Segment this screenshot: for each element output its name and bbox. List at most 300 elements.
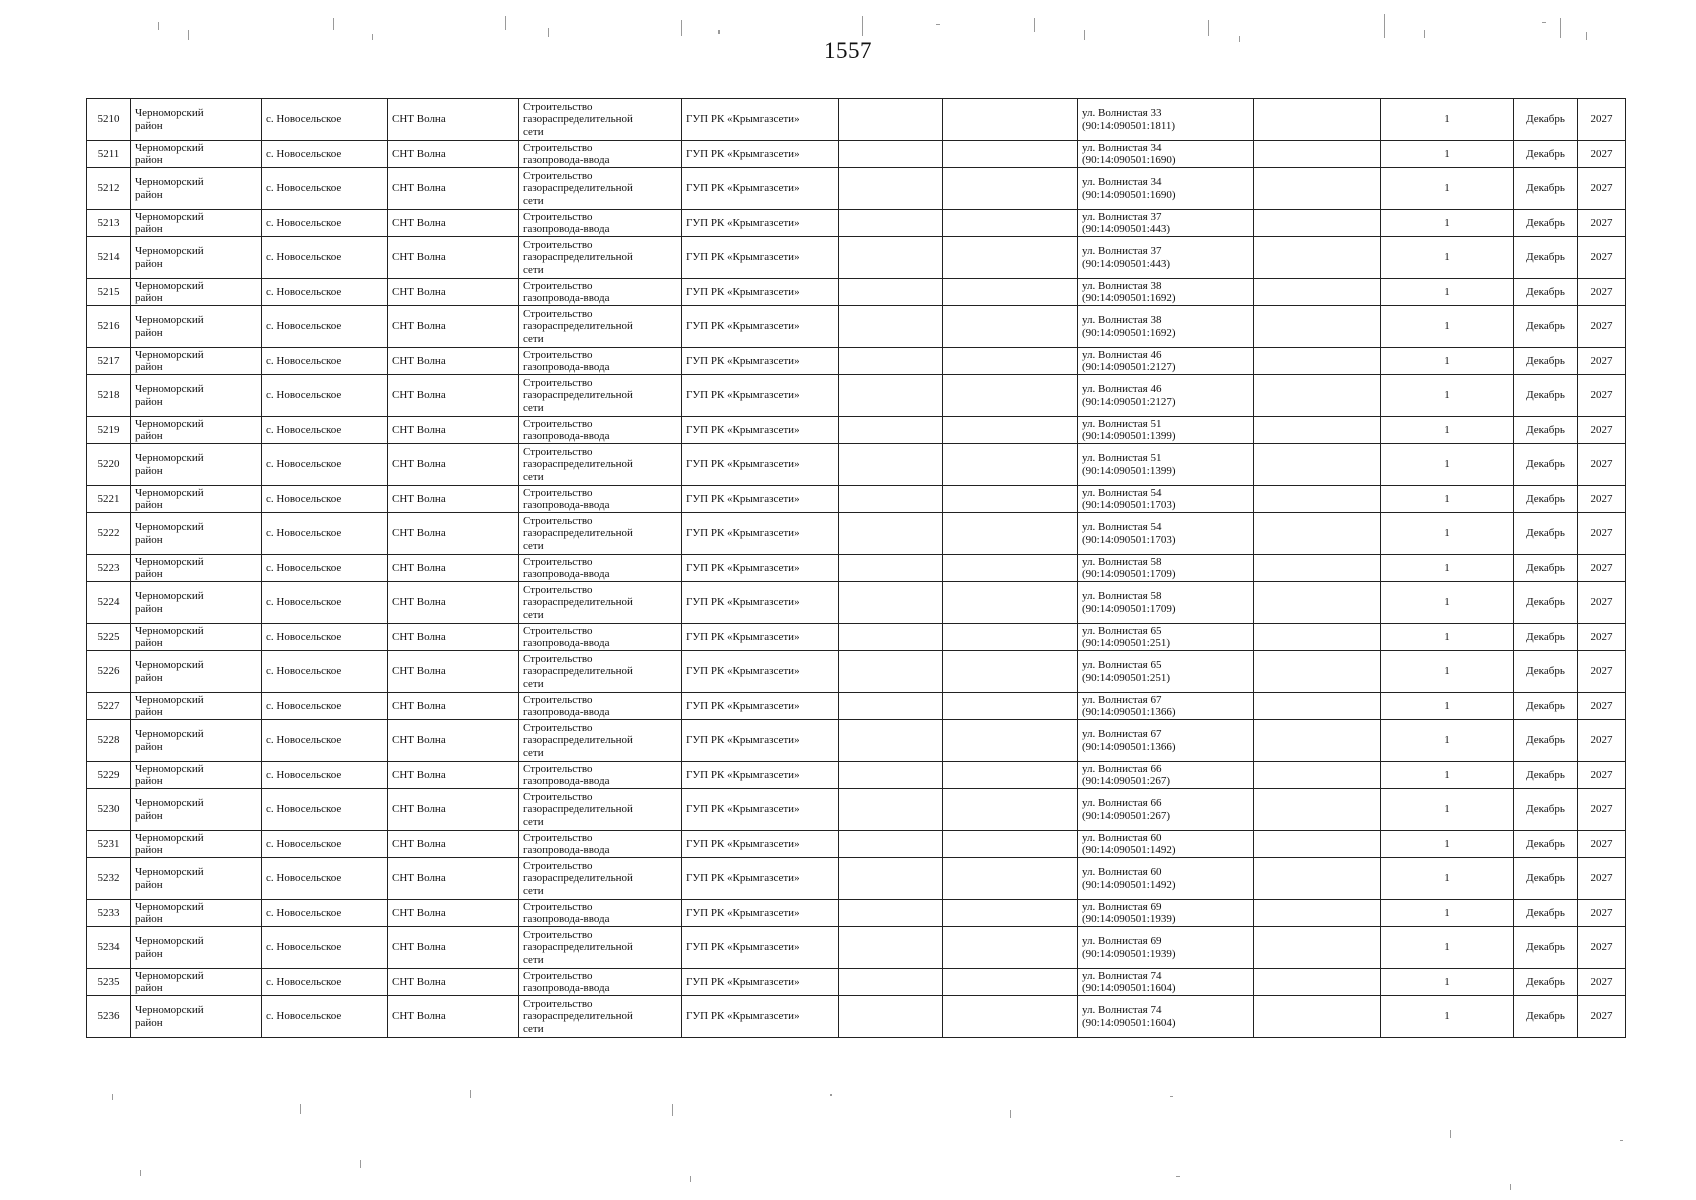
address-cell <box>1078 693 1254 720</box>
address-cell <box>1078 996 1254 1038</box>
empty-cell-1 <box>839 348 943 375</box>
empty-cell-2 <box>943 831 1078 858</box>
quantity-cell: 1 <box>1381 168 1514 210</box>
month-cell: Декабрь <box>1514 651 1578 693</box>
empty-cell-3 <box>1254 789 1381 831</box>
work-type-line: Строительство <box>523 141 593 154</box>
cadastral-number: (90:14:090501:1690) <box>1082 188 1176 201</box>
address-cell <box>1078 555 1254 582</box>
village-cell: с. Новосельское <box>262 693 388 720</box>
empty-cell-1 <box>839 789 943 831</box>
empty-cell-2 <box>943 237 1078 279</box>
empty-cell-2 <box>943 900 1078 927</box>
work-type-line: сети <box>523 815 544 828</box>
row-number-cell: 5225 <box>87 624 131 651</box>
empty-cell-1 <box>839 624 943 651</box>
village-cell: с. Новосельское <box>262 900 388 927</box>
village-cell: с. Новосельское <box>262 513 388 555</box>
village-cell: с. Новосельское <box>262 969 388 996</box>
month-cell: Декабрь <box>1514 831 1578 858</box>
cadastral-number: (90:14:090501:1366) <box>1082 740 1176 753</box>
cadastral-number: (90:14:090501:1939) <box>1082 913 1176 925</box>
address-street: ул. Волнистая 38 <box>1082 279 1162 292</box>
work-type-line: Строительство <box>523 790 593 803</box>
work-type-line: Строительство <box>523 169 593 182</box>
cadastral-number: (90:14:090501:2127) <box>1082 395 1176 408</box>
work-type-cell <box>519 996 682 1038</box>
month-cell: Декабрь <box>1514 279 1578 306</box>
snt-cell: СНТ Волна <box>388 99 519 141</box>
snt-cell: СНТ Волна <box>388 651 519 693</box>
district-line: район <box>135 568 163 580</box>
year-cell: 2027 <box>1578 555 1626 582</box>
work-type-line: Строительство <box>523 624 593 637</box>
organization-cell: ГУП РК «Крымгазсети» <box>682 996 839 1038</box>
cadastral-number: (90:14:090501:1492) <box>1082 878 1176 891</box>
snt-cell: СНТ Волна <box>388 417 519 444</box>
row-number-cell: 5235 <box>87 969 131 996</box>
work-type-line: газораспределительной <box>523 458 633 471</box>
work-type-line: Строительство <box>523 100 593 113</box>
month-cell: Декабрь <box>1514 417 1578 444</box>
empty-cell-2 <box>943 513 1078 555</box>
district-line: район <box>135 430 163 442</box>
year-cell: 2027 <box>1578 444 1626 486</box>
empty-cell-1 <box>839 417 943 444</box>
district-cell <box>131 306 262 348</box>
empty-cell-1 <box>839 168 943 210</box>
work-type-line: Строительство <box>523 514 593 527</box>
work-type-line: Строительство <box>523 417 593 430</box>
village-cell: с. Новосельское <box>262 831 388 858</box>
work-type-line: Строительство <box>523 348 593 361</box>
month-cell: Декабрь <box>1514 99 1578 141</box>
district-line: Черноморский <box>135 348 204 361</box>
work-type-line: газопровода-ввода <box>523 775 610 787</box>
work-type-line: Строительство <box>523 583 593 596</box>
work-type-cell <box>519 624 682 651</box>
empty-cell-2 <box>943 720 1078 762</box>
district-cell <box>131 168 262 210</box>
empty-cell-2 <box>943 444 1078 486</box>
address-cell <box>1078 306 1254 348</box>
quantity-cell: 1 <box>1381 720 1514 762</box>
empty-cell-3 <box>1254 99 1381 141</box>
work-type-line: сети <box>523 677 544 690</box>
organization-cell: ГУП РК «Крымгазсети» <box>682 444 839 486</box>
address-street: ул. Волнистая 69 <box>1082 900 1162 913</box>
work-type-line: газопровода-ввода <box>523 361 610 373</box>
work-type-cell <box>519 141 682 168</box>
page-number: 1557 <box>824 38 872 63</box>
address-cell <box>1078 651 1254 693</box>
year-cell: 2027 <box>1578 858 1626 900</box>
year-cell: 2027 <box>1578 693 1626 720</box>
work-type-cell <box>519 279 682 306</box>
organization-cell: ГУП РК «Крымгазсети» <box>682 624 839 651</box>
empty-cell-2 <box>943 99 1078 141</box>
district-cell <box>131 651 262 693</box>
work-type-line: Строительство <box>523 721 593 734</box>
district-cell <box>131 996 262 1038</box>
organization-cell: ГУП РК «Крымгазсети» <box>682 651 839 693</box>
table-row <box>87 306 1626 348</box>
empty-cell-2 <box>943 141 1078 168</box>
cadastral-number: (90:14:090501:1492) <box>1082 844 1176 856</box>
quantity-cell: 1 <box>1381 555 1514 582</box>
year-cell: 2027 <box>1578 651 1626 693</box>
empty-cell-1 <box>839 306 943 348</box>
district-cell <box>131 279 262 306</box>
district-line: район <box>135 119 163 132</box>
table-row <box>87 831 1626 858</box>
work-type-line: сети <box>523 263 544 276</box>
year-cell: 2027 <box>1578 789 1626 831</box>
quantity-cell: 1 <box>1381 651 1514 693</box>
address-cell <box>1078 513 1254 555</box>
empty-cell-3 <box>1254 927 1381 969</box>
district-line: район <box>135 464 163 477</box>
address-cell <box>1078 444 1254 486</box>
snt-cell: СНТ Волна <box>388 486 519 513</box>
work-type-line: сети <box>523 539 544 552</box>
work-type-line: сети <box>523 884 544 897</box>
district-line: район <box>135 671 163 684</box>
work-type-cell <box>519 969 682 996</box>
work-type-cell <box>519 651 682 693</box>
row-number-cell: 5224 <box>87 582 131 624</box>
work-type-cell <box>519 789 682 831</box>
district-line: район <box>135 154 163 166</box>
work-type-line: сети <box>523 194 544 207</box>
district-line: район <box>135 326 163 339</box>
work-type-line: Строительство <box>523 900 593 913</box>
district-cell <box>131 789 262 831</box>
organization-cell: ГУП РК «Крымгазсети» <box>682 900 839 927</box>
work-type-cell <box>519 693 682 720</box>
year-cell: 2027 <box>1578 900 1626 927</box>
work-type-line: Строительство <box>523 693 593 706</box>
organization-cell: ГУП РК «Крымгазсети» <box>682 375 839 417</box>
empty-cell-1 <box>839 969 943 996</box>
address-street: ул. Волнистая 65 <box>1082 624 1162 637</box>
work-type-line: Строительство <box>523 376 593 389</box>
year-cell: 2027 <box>1578 969 1626 996</box>
snt-cell: СНТ Волна <box>388 444 519 486</box>
address-street: ул. Волнистая 67 <box>1082 693 1162 706</box>
row-number-cell: 5215 <box>87 279 131 306</box>
month-cell: Декабрь <box>1514 624 1578 651</box>
month-cell: Декабрь <box>1514 444 1578 486</box>
row-number-cell: 5227 <box>87 693 131 720</box>
quantity-cell: 1 <box>1381 969 1514 996</box>
district-cell <box>131 444 262 486</box>
district-line: район <box>135 844 163 856</box>
district-line: район <box>135 223 163 235</box>
empty-cell-3 <box>1254 720 1381 762</box>
district-line: район <box>135 878 163 891</box>
empty-cell-2 <box>943 624 1078 651</box>
district-line: район <box>135 809 163 822</box>
village-cell: с. Новосельское <box>262 168 388 210</box>
work-type-cell <box>519 513 682 555</box>
address-street: ул. Волнистая 69 <box>1082 935 1162 947</box>
address-cell <box>1078 969 1254 996</box>
address-street: ул. Волнистая 58 <box>1082 590 1162 602</box>
empty-cell-2 <box>943 210 1078 237</box>
year-cell: 2027 <box>1578 375 1626 417</box>
address-street: ул. Волнистая 74 <box>1082 1004 1162 1016</box>
work-type-line: Строительство <box>523 210 593 223</box>
district-line: Черноморский <box>135 900 204 913</box>
district-cell <box>131 582 262 624</box>
year-cell: 2027 <box>1578 279 1626 306</box>
empty-cell-3 <box>1254 555 1381 582</box>
address-cell <box>1078 720 1254 762</box>
quantity-cell: 1 <box>1381 279 1514 306</box>
empty-cell-3 <box>1254 237 1381 279</box>
address-cell <box>1078 762 1254 789</box>
empty-cell-2 <box>943 375 1078 417</box>
year-cell: 2027 <box>1578 720 1626 762</box>
month-cell: Декабрь <box>1514 210 1578 237</box>
address-street: ул. Волнистая 66 <box>1082 762 1162 775</box>
work-type-line: Строительство <box>523 238 593 251</box>
work-type-line: Строительство <box>523 859 593 872</box>
district-line: Черноморский <box>135 210 204 223</box>
month-cell: Декабрь <box>1514 375 1578 417</box>
row-number-cell: 5223 <box>87 555 131 582</box>
empty-cell-1 <box>839 237 943 279</box>
work-type-line: газопровода-ввода <box>523 982 610 994</box>
work-type-cell <box>519 348 682 375</box>
address-cell <box>1078 486 1254 513</box>
work-type-line: Строительство <box>523 928 593 941</box>
district-line: район <box>135 913 163 925</box>
snt-cell: СНТ Волна <box>388 306 519 348</box>
address-street: ул. Волнистая 60 <box>1082 831 1162 844</box>
row-number-cell: 5230 <box>87 789 131 831</box>
organization-cell: ГУП РК «Крымгазсети» <box>682 306 839 348</box>
work-type-line: Строительство <box>523 555 593 568</box>
address-cell <box>1078 858 1254 900</box>
quantity-cell: 1 <box>1381 831 1514 858</box>
district-line: Черноморский <box>135 279 204 292</box>
village-cell: с. Новосельское <box>262 444 388 486</box>
snt-cell: СНТ Волна <box>388 555 519 582</box>
address-cell <box>1078 99 1254 141</box>
work-type-cell <box>519 417 682 444</box>
row-number-cell: 5218 <box>87 375 131 417</box>
row-number-cell: 5210 <box>87 99 131 141</box>
snt-cell: СНТ Волна <box>388 762 519 789</box>
empty-cell-2 <box>943 651 1078 693</box>
empty-cell-2 <box>943 486 1078 513</box>
organization-cell: ГУП РК «Крымгазсети» <box>682 513 839 555</box>
year-cell: 2027 <box>1578 141 1626 168</box>
quantity-cell: 1 <box>1381 624 1514 651</box>
work-type-line: газопровода-ввода <box>523 637 610 649</box>
work-type-line: газораспределительной <box>523 1010 633 1023</box>
work-type-line: Строительство <box>523 445 593 458</box>
district-line: Черноморский <box>135 1004 204 1016</box>
district-line: Черноморский <box>135 486 204 499</box>
district-line: Черноморский <box>135 728 204 740</box>
empty-cell-3 <box>1254 513 1381 555</box>
month-cell: Декабрь <box>1514 927 1578 969</box>
village-cell: с. Новосельское <box>262 720 388 762</box>
row-number-cell: 5226 <box>87 651 131 693</box>
table-body <box>87 99 1626 1038</box>
empty-cell-3 <box>1254 624 1381 651</box>
work-type-line: газопровода-ввода <box>523 430 610 442</box>
row-number-cell: 5216 <box>87 306 131 348</box>
district-cell <box>131 762 262 789</box>
empty-cell-2 <box>943 858 1078 900</box>
table-row <box>87 969 1626 996</box>
work-type-cell <box>519 210 682 237</box>
empty-cell-3 <box>1254 693 1381 720</box>
address-cell <box>1078 168 1254 210</box>
village-cell: с. Новосельское <box>262 279 388 306</box>
work-type-cell <box>519 720 682 762</box>
district-cell <box>131 927 262 969</box>
cadastral-number: (90:14:090501:2127) <box>1082 361 1176 373</box>
empty-cell-2 <box>943 927 1078 969</box>
empty-cell-2 <box>943 693 1078 720</box>
table-row <box>87 279 1626 306</box>
work-type-line: Строительство <box>523 652 593 665</box>
year-cell: 2027 <box>1578 237 1626 279</box>
work-type-cell <box>519 582 682 624</box>
work-type-line: Строительство <box>523 997 593 1010</box>
empty-cell-1 <box>839 996 943 1038</box>
village-cell: с. Новосельское <box>262 141 388 168</box>
organization-cell: ГУП РК «Крымгазсети» <box>682 210 839 237</box>
empty-cell-1 <box>839 513 943 555</box>
cadastral-number: (90:14:090501:267) <box>1082 775 1170 787</box>
table-row <box>87 720 1626 762</box>
work-type-cell <box>519 237 682 279</box>
table-row <box>87 858 1626 900</box>
month-cell: Декабрь <box>1514 900 1578 927</box>
snt-cell: СНТ Волна <box>388 375 519 417</box>
district-line: Черноморский <box>135 762 204 775</box>
quantity-cell: 1 <box>1381 210 1514 237</box>
work-type-line: Строительство <box>523 486 593 499</box>
work-type-line: Строительство <box>523 762 593 775</box>
empty-cell-1 <box>839 900 943 927</box>
organization-cell: ГУП РК «Крымгазсети» <box>682 486 839 513</box>
year-cell: 2027 <box>1578 417 1626 444</box>
empty-cell-1 <box>839 693 943 720</box>
work-type-line: сети <box>523 332 544 345</box>
table-row <box>87 762 1626 789</box>
month-cell: Декабрь <box>1514 582 1578 624</box>
cadastral-number: (90:14:090501:251) <box>1082 671 1170 684</box>
table-row <box>87 168 1626 210</box>
address-street: ул. Волнистая 34 <box>1082 176 1162 188</box>
district-line: Черноморский <box>135 866 204 878</box>
address-street: ул. Волнистая 38 <box>1082 314 1162 326</box>
district-line: Черноморский <box>135 314 204 326</box>
address-cell <box>1078 237 1254 279</box>
district-line: Черноморский <box>135 141 204 154</box>
empty-cell-2 <box>943 762 1078 789</box>
table-row <box>87 375 1626 417</box>
work-type-line: сети <box>523 470 544 483</box>
table-row <box>87 417 1626 444</box>
district-line: Черноморский <box>135 969 204 982</box>
row-number-cell: 5220 <box>87 444 131 486</box>
village-cell: с. Новосельское <box>262 210 388 237</box>
work-type-line: газораспределительной <box>523 734 633 747</box>
table-row <box>87 237 1626 279</box>
empty-cell-1 <box>839 555 943 582</box>
work-type-line: Строительство <box>523 279 593 292</box>
year-cell: 2027 <box>1578 582 1626 624</box>
district-cell <box>131 210 262 237</box>
work-type-cell <box>519 900 682 927</box>
village-cell: с. Новосельское <box>262 99 388 141</box>
year-cell: 2027 <box>1578 348 1626 375</box>
snt-cell: СНТ Волна <box>388 168 519 210</box>
work-type-line: сети <box>523 1022 544 1035</box>
empty-cell-3 <box>1254 858 1381 900</box>
month-cell: Декабрь <box>1514 306 1578 348</box>
cadastral-number: (90:14:090501:1692) <box>1082 292 1176 304</box>
district-cell <box>131 693 262 720</box>
year-cell: 2027 <box>1578 486 1626 513</box>
work-type-cell <box>519 306 682 348</box>
district-line: район <box>135 499 163 511</box>
month-cell: Декабрь <box>1514 555 1578 582</box>
row-number-cell: 5212 <box>87 168 131 210</box>
cadastral-number: (90:14:090501:1604) <box>1082 1016 1176 1029</box>
district-line: Черноморский <box>135 452 204 464</box>
year-cell: 2027 <box>1578 513 1626 555</box>
cadastral-number: (90:14:090501:1709) <box>1082 568 1176 580</box>
month-cell: Декабрь <box>1514 762 1578 789</box>
empty-cell-3 <box>1254 444 1381 486</box>
cadastral-number: (90:14:090501:1703) <box>1082 499 1176 511</box>
work-type-line: газораспределительной <box>523 113 633 126</box>
empty-cell-3 <box>1254 306 1381 348</box>
empty-cell-2 <box>943 582 1078 624</box>
district-line: район <box>135 947 163 960</box>
organization-cell: ГУП РК «Крымгазсети» <box>682 969 839 996</box>
district-cell <box>131 858 262 900</box>
quantity-cell: 1 <box>1381 141 1514 168</box>
snt-cell: СНТ Волна <box>388 927 519 969</box>
empty-cell-3 <box>1254 417 1381 444</box>
table-row <box>87 486 1626 513</box>
row-number-cell: 5214 <box>87 237 131 279</box>
address-street: ул. Волнистая 33 <box>1082 107 1162 119</box>
quantity-cell: 1 <box>1381 858 1514 900</box>
work-type-line: газопровода-ввода <box>523 706 610 718</box>
work-type-line: газопровода-ввода <box>523 568 610 580</box>
table-row <box>87 348 1626 375</box>
row-number-cell: 5221 <box>87 486 131 513</box>
empty-cell-2 <box>943 789 1078 831</box>
district-cell <box>131 375 262 417</box>
cadastral-number: (90:14:090501:1703) <box>1082 533 1176 546</box>
district-line: Черноморский <box>135 624 204 637</box>
cadastral-number: (90:14:090501:1366) <box>1082 706 1176 718</box>
organization-cell: ГУП РК «Крымгазсети» <box>682 582 839 624</box>
address-street: ул. Волнистая 74 <box>1082 969 1162 982</box>
